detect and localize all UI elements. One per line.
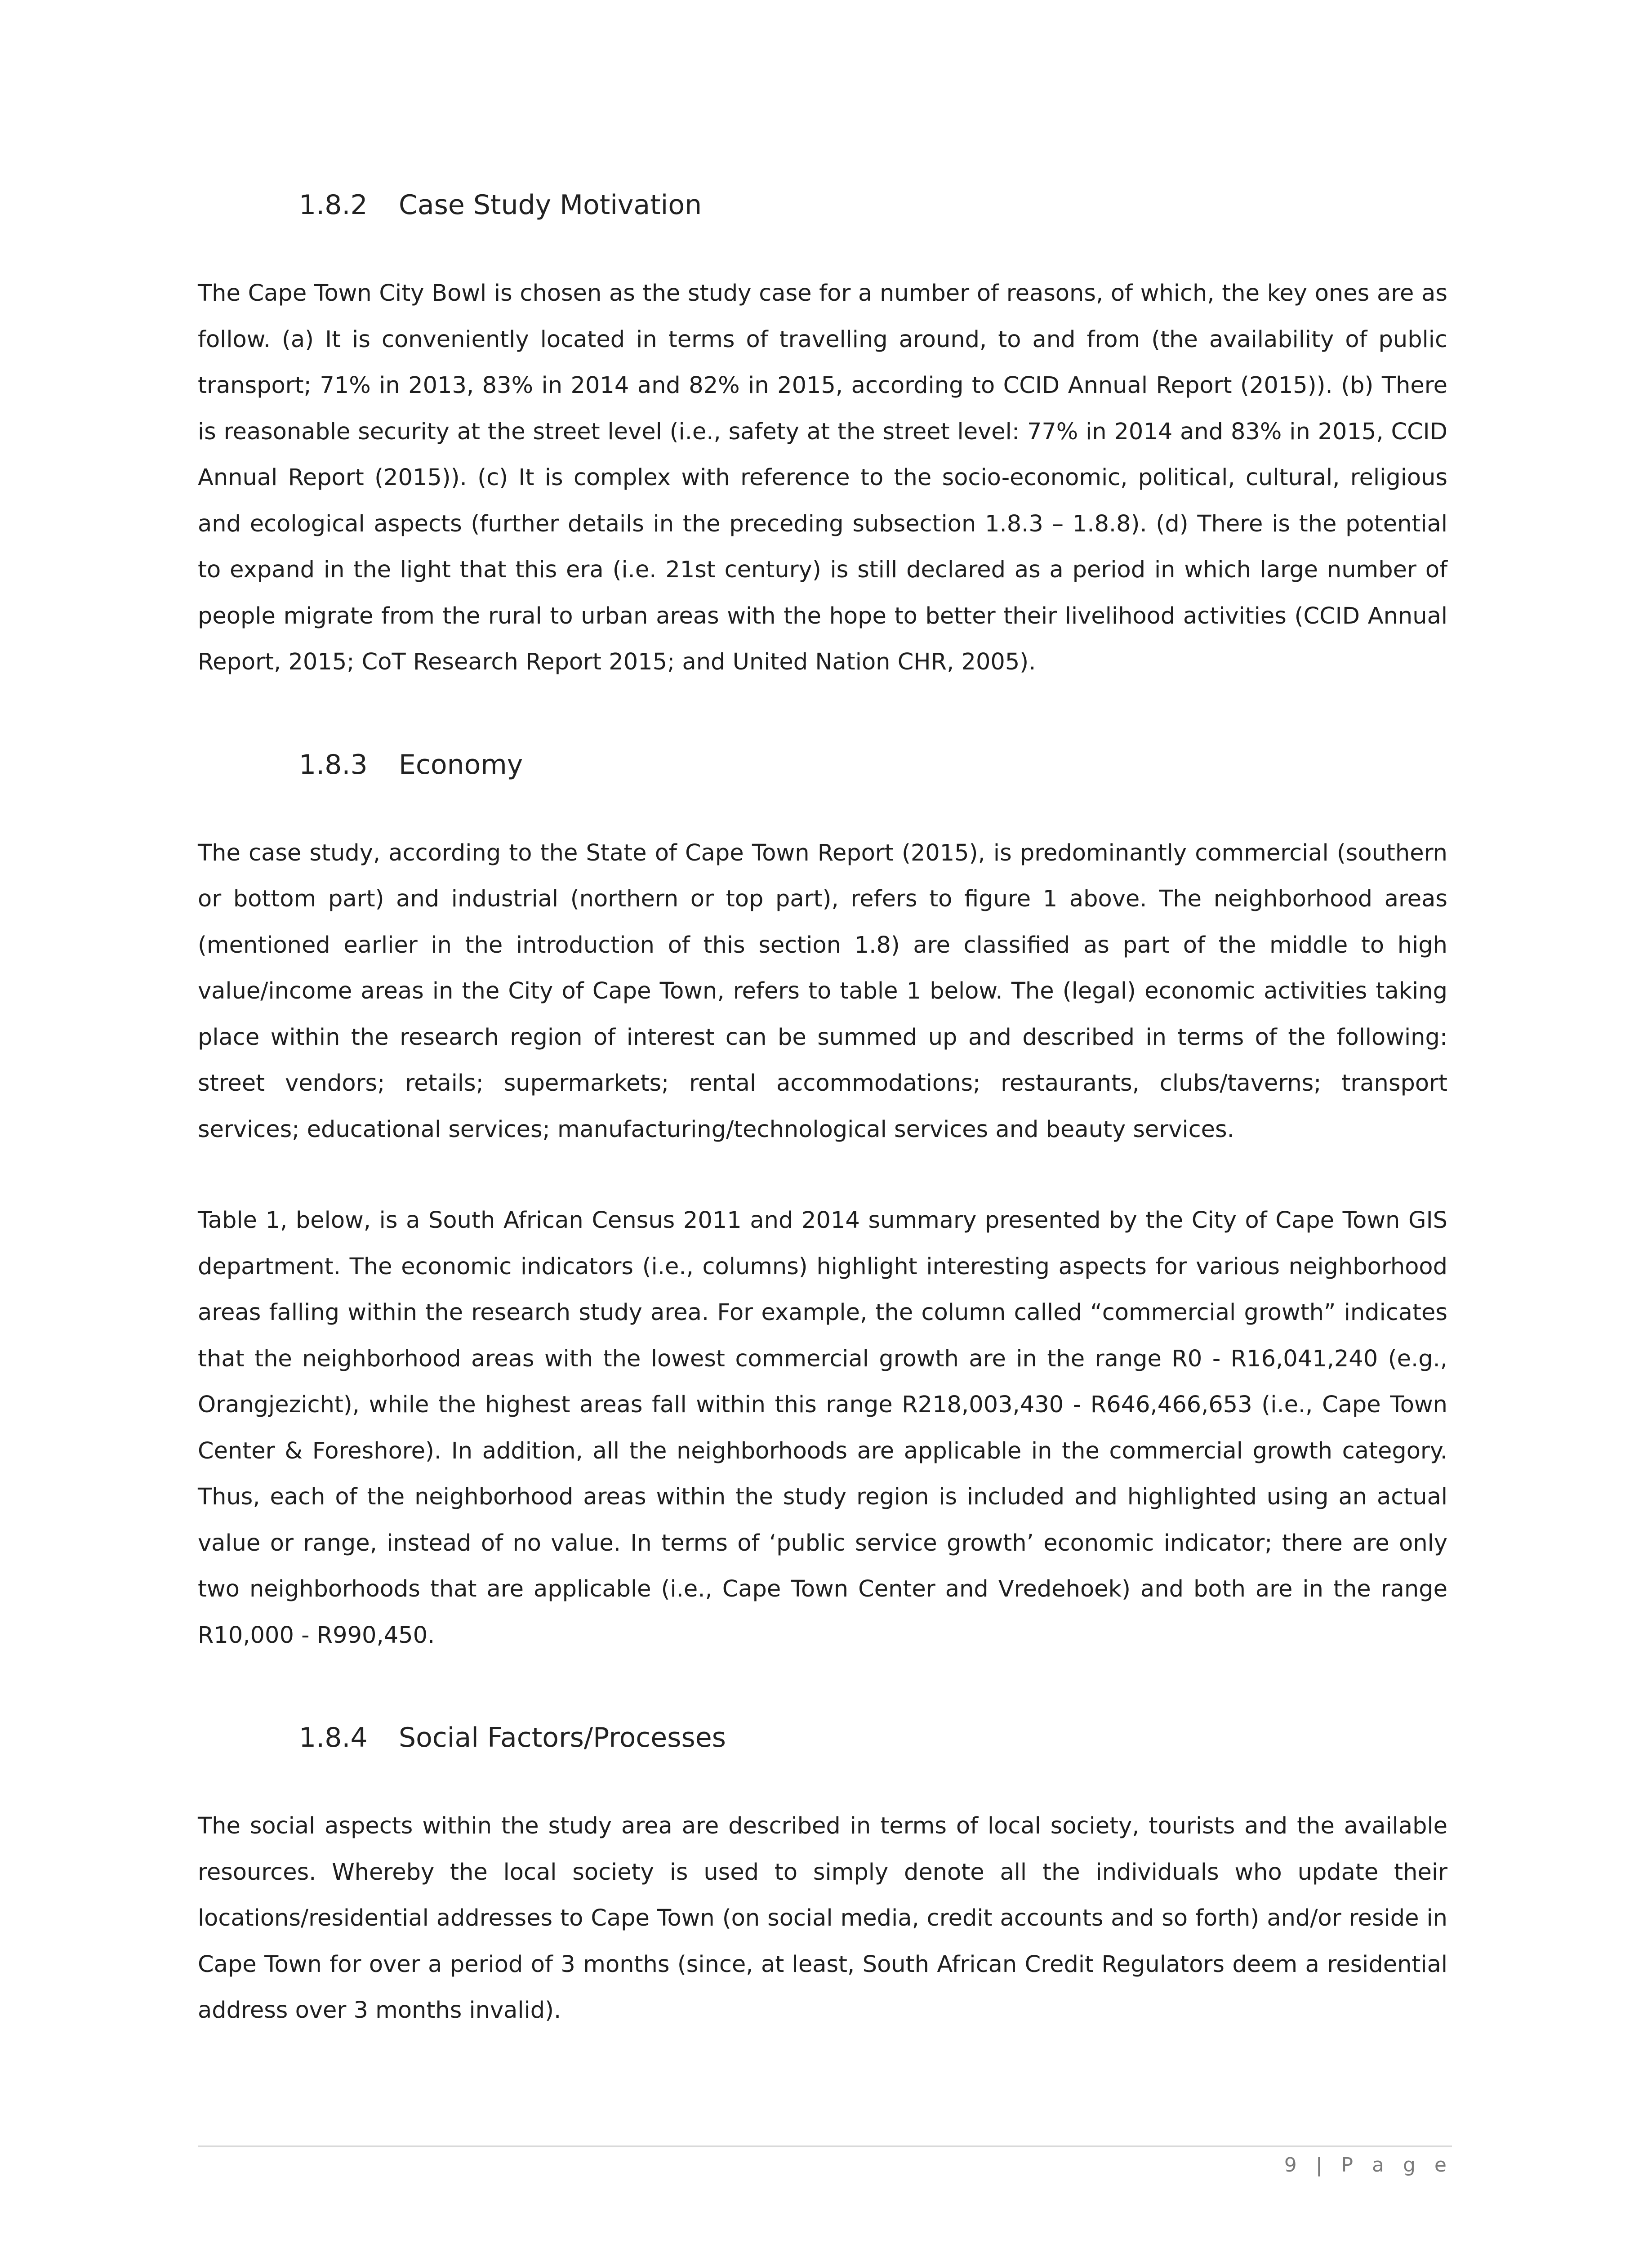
section-number: 1.8.3 [299,749,368,781]
paragraph: The social aspects within the study area are described in terms of local society, tourists and the available resources. Whereby the local society is used to simply denote all the individuals who update their locations/residential addresses to Cape Town (on social media, credit accounts and so forth) and/or reside in Cape Town for over a period of 3 months (since, at least, South African Credit Regulators deem a residential address over 3 months invalid). [198,1813,1447,2024]
paragraph: The Cape Town City Bowl is chosen as the study case for a number of reasons, of which, the key ones are as follow. (a) It is conveniently located in terms of travelling around, to and from (the availability of public transport; 71% in 2013, 83% in 2014 and 82% in 2015, according to CCID Annual Report (2015)). (b) There is reasonable security at the street level (i.e., safety at the street level: 77% in 2014 and 83% in 2015, CCID Annual Report (2015)). (c) It is complex with reference to the socio-economic, political, cultural, religious and ecological aspects (further details in the preceding subsection 1.8.3 – 1.8.8). (d) There is the potential to expand in the light that this era (i.e. 21st century) is still declared as a period in which large number of people migrate from the rural to urban areas with the hope to better their livelihood activities (CCID Annual Report, 2015; CoT Research Report 2015; and United Nation CHR, 2005). [198,280,1447,675]
section-heading-1-8-3 [299,749,1447,781]
page-content [198,189,1447,2074]
section-heading-1-8-2 [299,189,1447,221]
paragraph: The case study, according to the State of Cape Town Report (2015), is predominantly commercial (southern or bottom part) and industrial (northern or top part), refers to figure 1 above. The neighborhood areas (mentioned earlier in the introduction of this section 1.8) are classified as part of the middle to high value/income areas in the City of Cape Town, refers to table 1 below. The (legal) economic activities taking place within the research region of interest can be summed up and described in terms of the following: street vendors; retails; supermarkets; rental accommodations; restaurants, clubs/taverns; transport services; educational services; manufacturing/technological services and beauty services. [198,839,1447,1143]
paragraph: Table 1, below, is a South African Census 2011 and 2014 summary presented by the City of Cape Town GIS department. The economic indicators (i.e., columns) highlight interesting aspects for various neighborhood areas falling within the research study area. For example, the column called “commercial growth” indicates that the neighborhood areas with the lowest commercial growth are in the range R0 - R16,041,240 (e.g., Orangjezicht), while the highest areas fall within this range R218,003,430 - R646,466,653 (i.e., Cape Town Center & Foreshore). In addition, all the neighborhoods are applicable in the commercial growth category. Thus, each of the neighborhood areas within the study region is included and highlighted using an actual value or range, instead of no value. In terms of ‘public service growth’ economic indicator; there are only two neighborhoods that are applicable (i.e., Cape Town Center and Vredehoek) and both are in the range R10,000 - R990,450. [198,1207,1447,1649]
page-number: 9 | P a g e [1284,2154,1453,2177]
section-title: Economy [399,749,523,781]
section-heading-1-8-4 [299,1722,1447,1754]
footer-divider [198,2145,1452,2147]
section-title: Social Factors/Processes [399,1722,726,1753]
section-title: Case Study Motivation [399,189,702,221]
section-number: 1.8.2 [299,189,368,221]
section-number: 1.8.4 [299,1722,368,1753]
